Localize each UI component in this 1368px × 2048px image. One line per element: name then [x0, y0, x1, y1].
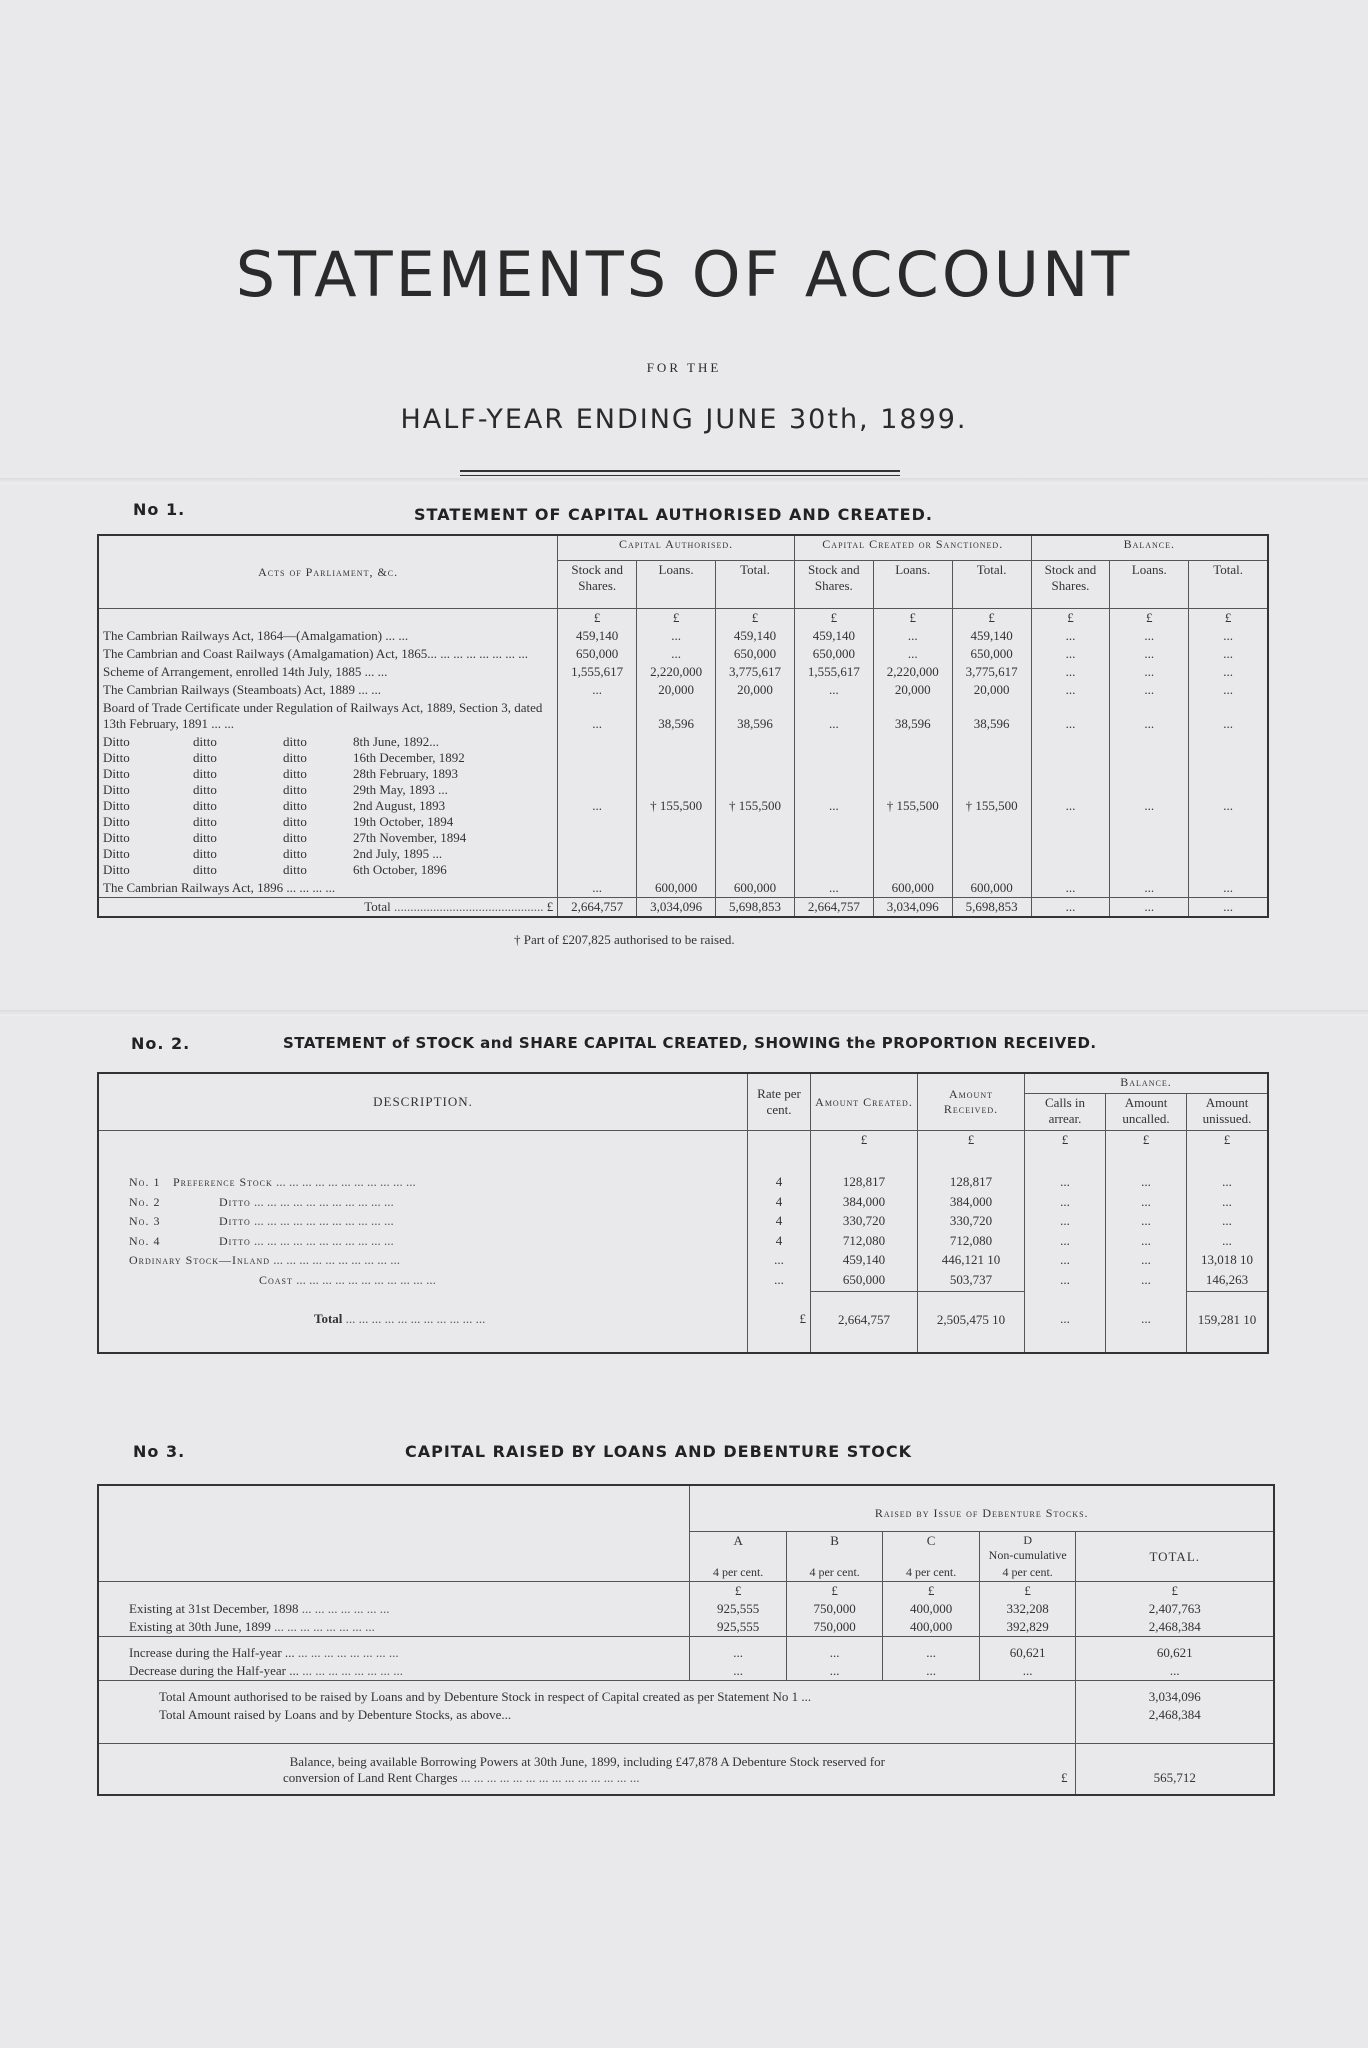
- cell: 650,000: [716, 645, 795, 663]
- pound-sign: £: [883, 1582, 979, 1601]
- cell: ...: [1187, 1193, 1269, 1213]
- document-subtitle: HALF-YEAR ENDING JUNE 30th, 1899.: [400, 404, 968, 435]
- row-label: Existing at 30th June, 1899: [129, 1619, 271, 1634]
- table-row: Existing at 31st December, 1898 ... ... ... ... ... ... ... 925,555 750,000 400,000 332,208 2,407,763: [98, 1600, 1274, 1618]
- row-label: Coast: [259, 1272, 293, 1287]
- cell: 38,596: [716, 699, 795, 733]
- cell: 446,121 10: [918, 1251, 1025, 1271]
- cell: 20,000: [637, 681, 716, 699]
- cell: 330,720: [811, 1212, 918, 1232]
- cell: ...: [1189, 898, 1268, 918]
- cell: 3,034,096: [637, 898, 716, 918]
- cell: ...: [1110, 681, 1189, 699]
- cell: 4: [748, 1173, 811, 1193]
- cell: ...: [1187, 1212, 1269, 1232]
- sub-loans: Loans.: [1110, 560, 1189, 608]
- cell: 60,621: [979, 1637, 1076, 1663]
- document-title: STATEMENTS OF ACCOUNT: [235, 238, 1133, 311]
- sub-total: Total.: [952, 560, 1031, 608]
- grp-created: Capital Created or Sanctioned.: [794, 535, 1031, 560]
- cell: ...: [873, 627, 952, 645]
- pound-sign: £: [716, 609, 795, 628]
- cell: 2,407,763: [1076, 1600, 1274, 1618]
- for-the-label: FOR THE: [646, 360, 722, 375]
- debenture-stock-table: [97, 1484, 1275, 1796]
- balance-label: Balance, being available Borrowing Powers at 30th June, 1899, including £47,878 A Debenture Stock reserved for conversion of Land Rent Charges ... ... ... ... ... ... ... ... ... ... ... ... ... ... £: [283, 1754, 1068, 1785]
- pound-sign: £: [558, 609, 637, 628]
- cell: 925,555: [690, 1600, 786, 1618]
- cell: ...: [1025, 1232, 1106, 1252]
- cell: 925,555: [690, 1618, 786, 1637]
- row-label: The Cambrian Railways Act, 1896 ... ... ... ...: [103, 880, 336, 895]
- cell: ...: [794, 699, 873, 733]
- cell: † 155,500: [637, 733, 716, 879]
- cell: ...: [786, 1662, 882, 1681]
- table-row: No. 4 Ditto ... ... ... ... ... ... ... ... ... ... ... 4 712,080 712,080 ... ... ...: [98, 1232, 1268, 1252]
- section-2-heading: STATEMENT of STOCK and SHARE CAPITAL CREATED, SHOWING the PROPORTION RECEIVED.: [283, 1034, 1097, 1052]
- cell: 2,468,384: [1076, 1618, 1274, 1637]
- cell: 384,000: [918, 1193, 1025, 1213]
- total-label: Total .............................................. £: [364, 899, 554, 914]
- cell: 600,000: [952, 879, 1031, 898]
- cell: ...: [1110, 645, 1189, 663]
- section-1-heading: STATEMENT OF CAPITAL AUTHORISED AND CREATED.: [414, 505, 933, 524]
- cell: ...: [1031, 699, 1110, 733]
- col-c-rate: 4 per cent.: [883, 1564, 979, 1582]
- cell: ...: [1031, 627, 1110, 645]
- pound-sign: £: [1189, 609, 1268, 628]
- cell: ...: [1025, 1212, 1106, 1232]
- cell: 4: [748, 1232, 811, 1252]
- sub-stock: Stock and Shares.: [1031, 560, 1110, 608]
- cell: ...: [1031, 645, 1110, 663]
- row-label: Ditto: [219, 1233, 251, 1248]
- sub-loans: Loans.: [637, 560, 716, 608]
- cell: ...: [1031, 898, 1110, 918]
- section-1-footnote: † Part of £207,825 authorised to be raised.: [514, 932, 735, 947]
- raised-value: 2,468,384: [1076, 1706, 1274, 1744]
- cell: 4: [748, 1193, 811, 1213]
- cell: 459,140: [716, 627, 795, 645]
- cell: ...: [637, 627, 716, 645]
- cell: 20,000: [873, 681, 952, 699]
- table-row: [98, 681, 1268, 699]
- cell: ...: [558, 681, 637, 699]
- col-a-rate: 4 per cent.: [690, 1564, 786, 1582]
- row-label: Existing at 31st December, 1898: [129, 1601, 299, 1616]
- row-label: The Cambrian Railways (Steamboats) Act, 1889 ... ...: [103, 682, 382, 697]
- cell: 5,698,853: [716, 898, 795, 918]
- row-number: No. 1: [129, 1175, 161, 1190]
- cell: 459,140: [811, 1251, 918, 1271]
- cell: ...: [1025, 1271, 1106, 1291]
- cell: ...: [1189, 627, 1268, 645]
- grp-debenture: Raised by Issue of Debenture Stocks.: [690, 1485, 1274, 1532]
- cell: ...: [883, 1662, 979, 1681]
- pound-sign: £: [690, 1582, 786, 1601]
- table-row: Coast ... ... ... ... ... ... ... ... ... ... ... ... 650,000 503,737 ... ... 146,263: [98, 1271, 1268, 1291]
- pound-sign: £: [811, 1131, 918, 1174]
- cell: ...: [1189, 733, 1268, 879]
- auth-label: Total Amount authorised to be raised by Loans and by Debenture Stock in respect of Capital created as per Statement No 1 ...: [98, 1681, 1076, 1707]
- section-1-number: No 1.: [133, 500, 186, 519]
- cell: ...: [690, 1637, 786, 1663]
- cell: 750,000: [786, 1600, 882, 1618]
- cell: ...: [748, 1271, 811, 1291]
- pound-sign: £: [979, 1582, 1076, 1601]
- title-rule: [460, 470, 900, 476]
- cell: ...: [1031, 879, 1110, 898]
- cell: ...: [1106, 1212, 1187, 1232]
- row-label: Scheme of Arrangement, enrolled 14th July, 1885 ... ...: [103, 664, 388, 679]
- ditto-group: [98, 733, 558, 879]
- table-row: [98, 627, 1268, 645]
- cell: ...: [748, 1251, 811, 1271]
- col-rate: Rate per cent.: [748, 1073, 811, 1131]
- pound-sign: £: [748, 1291, 811, 1353]
- cell: ...: [558, 699, 637, 733]
- col-d-letter: D Non-cumulative: [979, 1532, 1076, 1565]
- decrease-label: Decrease during the Half-year ...: [129, 1663, 299, 1678]
- cell: 1,555,617: [558, 663, 637, 681]
- section-3-number: No 3.: [133, 1442, 186, 1461]
- cell: ...: [1189, 879, 1268, 898]
- grp-authorised: Capital Authorised.: [558, 535, 795, 560]
- section-3-heading: CAPITAL RAISED BY LOANS AND DEBENTURE STOCK: [405, 1442, 912, 1461]
- ditto-line: Ditto ditto ditto 6th October, 1896: [103, 862, 447, 877]
- cell: ...: [637, 645, 716, 663]
- col-amount-received: Amount Received.: [918, 1073, 1025, 1131]
- col-total: TOTAL.: [1076, 1532, 1274, 1582]
- cell: 20,000: [716, 681, 795, 699]
- pound-sign: £: [794, 609, 873, 628]
- col-amount-created: Amount Created.: [811, 1073, 918, 1131]
- cell: 4: [748, 1212, 811, 1232]
- table-row: [98, 699, 1268, 733]
- cell: ...: [1106, 1271, 1187, 1291]
- ditto-line: Ditto ditto ditto 29th May, 1893 ...: [103, 782, 448, 797]
- cell: 650,000: [558, 645, 637, 663]
- cell: 750,000: [786, 1618, 882, 1637]
- cell: 3,034,096: [873, 898, 952, 918]
- cell: 13,018 10: [1187, 1251, 1269, 1271]
- col-b-rate: 4 per cent.: [786, 1564, 882, 1582]
- cell: 5,698,853: [952, 898, 1031, 918]
- sub-total: Total.: [716, 560, 795, 608]
- table-row: Increase during the Half-year ... ... ... ... ... ... ... ... ... ... ... ... 60,621 60,621: [98, 1637, 1274, 1663]
- cell: ...: [1076, 1662, 1274, 1681]
- stock-capital-table: [97, 1072, 1269, 1354]
- cell: ...: [1106, 1173, 1187, 1193]
- cell: 38,596: [637, 699, 716, 733]
- ditto-line: Ditto ditto ditto 28th February, 1893: [103, 766, 458, 781]
- cell: 3,775,617: [952, 663, 1031, 681]
- cell: 650,000: [794, 645, 873, 663]
- capital-authorised-table: [97, 534, 1269, 918]
- section-2-number: No. 2.: [131, 1034, 191, 1053]
- row-label: The Cambrian and Coast Railways (Amalgamation) Act, 1865... ... ... ... ... ... ... ...: [103, 646, 528, 661]
- cell: 146,263: [1187, 1271, 1269, 1291]
- cell: 2,664,757: [558, 898, 637, 918]
- table-row: No. 1 Preference Stock ... ... ... ... ... ... ... ... ... ... ... 4 128,817 128,817 ... ... ...: [98, 1173, 1268, 1193]
- cell: 459,140: [558, 627, 637, 645]
- cell: ...: [1025, 1251, 1106, 1271]
- sub-loans: Loans.: [873, 560, 952, 608]
- ditto-line: Ditto ditto ditto 2nd August, 1893: [103, 798, 446, 813]
- sub-stock: Stock and Shares.: [794, 560, 873, 608]
- cell: ...: [1025, 1193, 1106, 1213]
- row-number: No. 2: [129, 1194, 161, 1209]
- cell: ...: [1110, 699, 1189, 733]
- cell: 503,737: [918, 1271, 1025, 1291]
- cell: ...: [794, 733, 873, 879]
- cell: 332,208: [979, 1600, 1076, 1618]
- cell: 128,817: [918, 1173, 1025, 1193]
- pound-sign: £: [952, 609, 1031, 628]
- cell: 159,281 10: [1187, 1291, 1269, 1353]
- table-row: [98, 879, 1268, 898]
- cell: 1,555,617: [794, 663, 873, 681]
- pound-sign: £: [1076, 1582, 1274, 1601]
- cell: 712,080: [918, 1232, 1025, 1252]
- table-row: [98, 1706, 1274, 1744]
- row-label: Board of Trade Certificate under Regulation of Railways Act, 1889, Section 3, dated 13th February, 1891 ... ...: [103, 700, 543, 731]
- pound-sign: £: [1110, 609, 1189, 628]
- cell: 712,080: [811, 1232, 918, 1252]
- cell: ...: [979, 1662, 1076, 1681]
- row-number: No. 4: [129, 1233, 161, 1248]
- cell: ...: [1031, 663, 1110, 681]
- cell: 128,817: [811, 1173, 918, 1193]
- pound-sign: £: [1187, 1131, 1269, 1174]
- increase-label: Increase during the Half-year ...: [129, 1645, 295, 1660]
- ditto-line: Ditto ditto ditto 27th November, 1894: [103, 830, 467, 845]
- pound-sign: £: [1031, 609, 1110, 628]
- table-row: [98, 645, 1268, 663]
- row-label: Preference Stock: [173, 1175, 273, 1190]
- page-fold: [0, 1010, 1368, 1016]
- col-acts: Acts of Parliament, &c.: [258, 564, 399, 579]
- cell: ...: [794, 879, 873, 898]
- cell: ...: [1187, 1173, 1269, 1193]
- page-fold: [0, 478, 1368, 484]
- balance-row: [98, 1744, 1274, 1796]
- cell: ...: [1106, 1232, 1187, 1252]
- total-label: Total: [314, 1311, 343, 1326]
- row-number: Ordinary Stock—Inland: [129, 1253, 270, 1268]
- ditto-line: Ditto ditto ditto 8th June, 1892...: [103, 734, 439, 749]
- cell: ...: [1106, 1193, 1187, 1213]
- cell: ...: [1187, 1232, 1269, 1252]
- sub-stock: Stock and Shares.: [558, 560, 637, 608]
- auth-value: 3,034,096: [1076, 1681, 1274, 1707]
- ditto-line: Ditto ditto ditto 19th October, 1894: [103, 814, 454, 829]
- pound-sign: £: [873, 609, 952, 628]
- col-uncalled: Amount uncalled.: [1106, 1093, 1187, 1131]
- cell: 60,621: [1076, 1637, 1274, 1663]
- pound-sign: £: [637, 609, 716, 628]
- cell: † 155,500: [952, 733, 1031, 879]
- cell: 20,000: [952, 681, 1031, 699]
- cell: ...: [1025, 1291, 1106, 1353]
- col-unissued: Amount unissued.: [1187, 1093, 1269, 1131]
- sub-total: Total.: [1189, 560, 1268, 608]
- grp-balance: Balance.: [1025, 1073, 1269, 1093]
- cell: 2,664,757: [794, 898, 873, 918]
- cell: 3,775,617: [716, 663, 795, 681]
- table-row: [98, 663, 1268, 681]
- cell: † 155,500: [716, 733, 795, 879]
- cell: ...: [1106, 1251, 1187, 1271]
- cell: ...: [1189, 699, 1268, 733]
- cell: ...: [794, 681, 873, 699]
- cell: 600,000: [873, 879, 952, 898]
- cell: 2,220,000: [873, 663, 952, 681]
- table-row: [98, 1681, 1274, 1707]
- cell: ...: [1110, 627, 1189, 645]
- cell: 600,000: [637, 879, 716, 898]
- cell: 2,220,000: [637, 663, 716, 681]
- cell: 400,000: [883, 1600, 979, 1618]
- row-number: No. 3: [129, 1214, 161, 1229]
- cell: ...: [1031, 733, 1110, 879]
- row-label: Ditto: [219, 1214, 251, 1229]
- cell: ...: [1025, 1173, 1106, 1193]
- col-description: DESCRIPTION.: [373, 1094, 473, 1110]
- total-row: Total ... ... ... ... ... ... ... ... ... ... ... £ 2,664,757 2,505,475 10 ... ... 159,281 10: [98, 1291, 1268, 1353]
- col-d-rate: 4 per cent.: [979, 1564, 1076, 1582]
- raised-label: Total Amount raised by Loans and by Debenture Stocks, as above...: [159, 1707, 512, 1722]
- cell: 400,000: [883, 1618, 979, 1637]
- cell: ...: [1110, 898, 1189, 918]
- cell: 2,664,757: [811, 1291, 918, 1353]
- ditto-line: Ditto ditto ditto 16th December, 1892: [103, 750, 465, 765]
- cell: ...: [1189, 681, 1268, 699]
- cell: 384,000: [811, 1193, 918, 1213]
- table-row: Existing at 30th June, 1899 ... ... ... ... ... ... ... ... 925,555 750,000 400,000 392,829 2,468,384: [98, 1618, 1274, 1637]
- cell: 459,140: [952, 627, 1031, 645]
- cell: † 155,500: [873, 733, 952, 879]
- table-row: Decrease during the Half-year ... ... ... ... ... ... ... ... ... ... ... ... ... ...: [98, 1662, 1274, 1681]
- cell: 38,596: [952, 699, 1031, 733]
- cell: ...: [1189, 645, 1268, 663]
- cell: ...: [1110, 879, 1189, 898]
- cell: 38,596: [873, 699, 952, 733]
- cell: 650,000: [811, 1271, 918, 1291]
- cell: ...: [873, 645, 952, 663]
- row-label: The Cambrian Railways Act, 1864—(Amalgamation) ... ...: [103, 628, 409, 643]
- cell: ...: [1106, 1291, 1187, 1353]
- pound-sign: £: [1106, 1131, 1187, 1174]
- cell: ...: [1110, 663, 1189, 681]
- col-b-letter: B: [786, 1532, 882, 1565]
- col-calls: Calls in arrear.: [1025, 1093, 1106, 1131]
- cell: 600,000: [716, 879, 795, 898]
- col-a-letter: A: [690, 1532, 786, 1565]
- table-row: No. 3 Ditto ... ... ... ... ... ... ... ... ... ... ... 4 330,720 330,720 ... ... ...: [98, 1212, 1268, 1232]
- cell: 650,000: [952, 645, 1031, 663]
- pound-sign: £: [1025, 1131, 1106, 1174]
- cell: ...: [883, 1637, 979, 1663]
- cell: 330,720: [918, 1212, 1025, 1232]
- cell: ...: [1189, 663, 1268, 681]
- pound-sign: £: [918, 1131, 1025, 1174]
- total-row: [98, 898, 1268, 918]
- col-c-letter: C: [883, 1532, 979, 1565]
- cell: ...: [690, 1662, 786, 1681]
- row-label: Ditto: [219, 1194, 251, 1209]
- ditto-line: Ditto ditto ditto 2nd July, 1895 ...: [103, 846, 443, 861]
- balance-value: 565,712: [1076, 1744, 1274, 1796]
- cell: ...: [786, 1637, 882, 1663]
- cell: ...: [1110, 733, 1189, 879]
- cell: 459,140: [794, 627, 873, 645]
- table-row: No. 2 Ditto ... ... ... ... ... ... ... ... ... ... ... 4 384,000 384,000 ... ... ...: [98, 1193, 1268, 1213]
- grp-balance: Balance.: [1031, 535, 1268, 560]
- cell: 2,505,475 10: [918, 1291, 1025, 1353]
- table-row: Ordinary Stock—Inland ... ... ... ... ... ... ... ... ... ... ... 459,140 446,121 10 ... ... 13,018 10: [98, 1251, 1268, 1271]
- cell: ...: [558, 879, 637, 898]
- table-row: [98, 733, 1268, 879]
- cell: ...: [558, 733, 637, 879]
- cell: ...: [1031, 681, 1110, 699]
- cell: 392,829: [979, 1618, 1076, 1637]
- pound-sign: £: [786, 1582, 882, 1601]
